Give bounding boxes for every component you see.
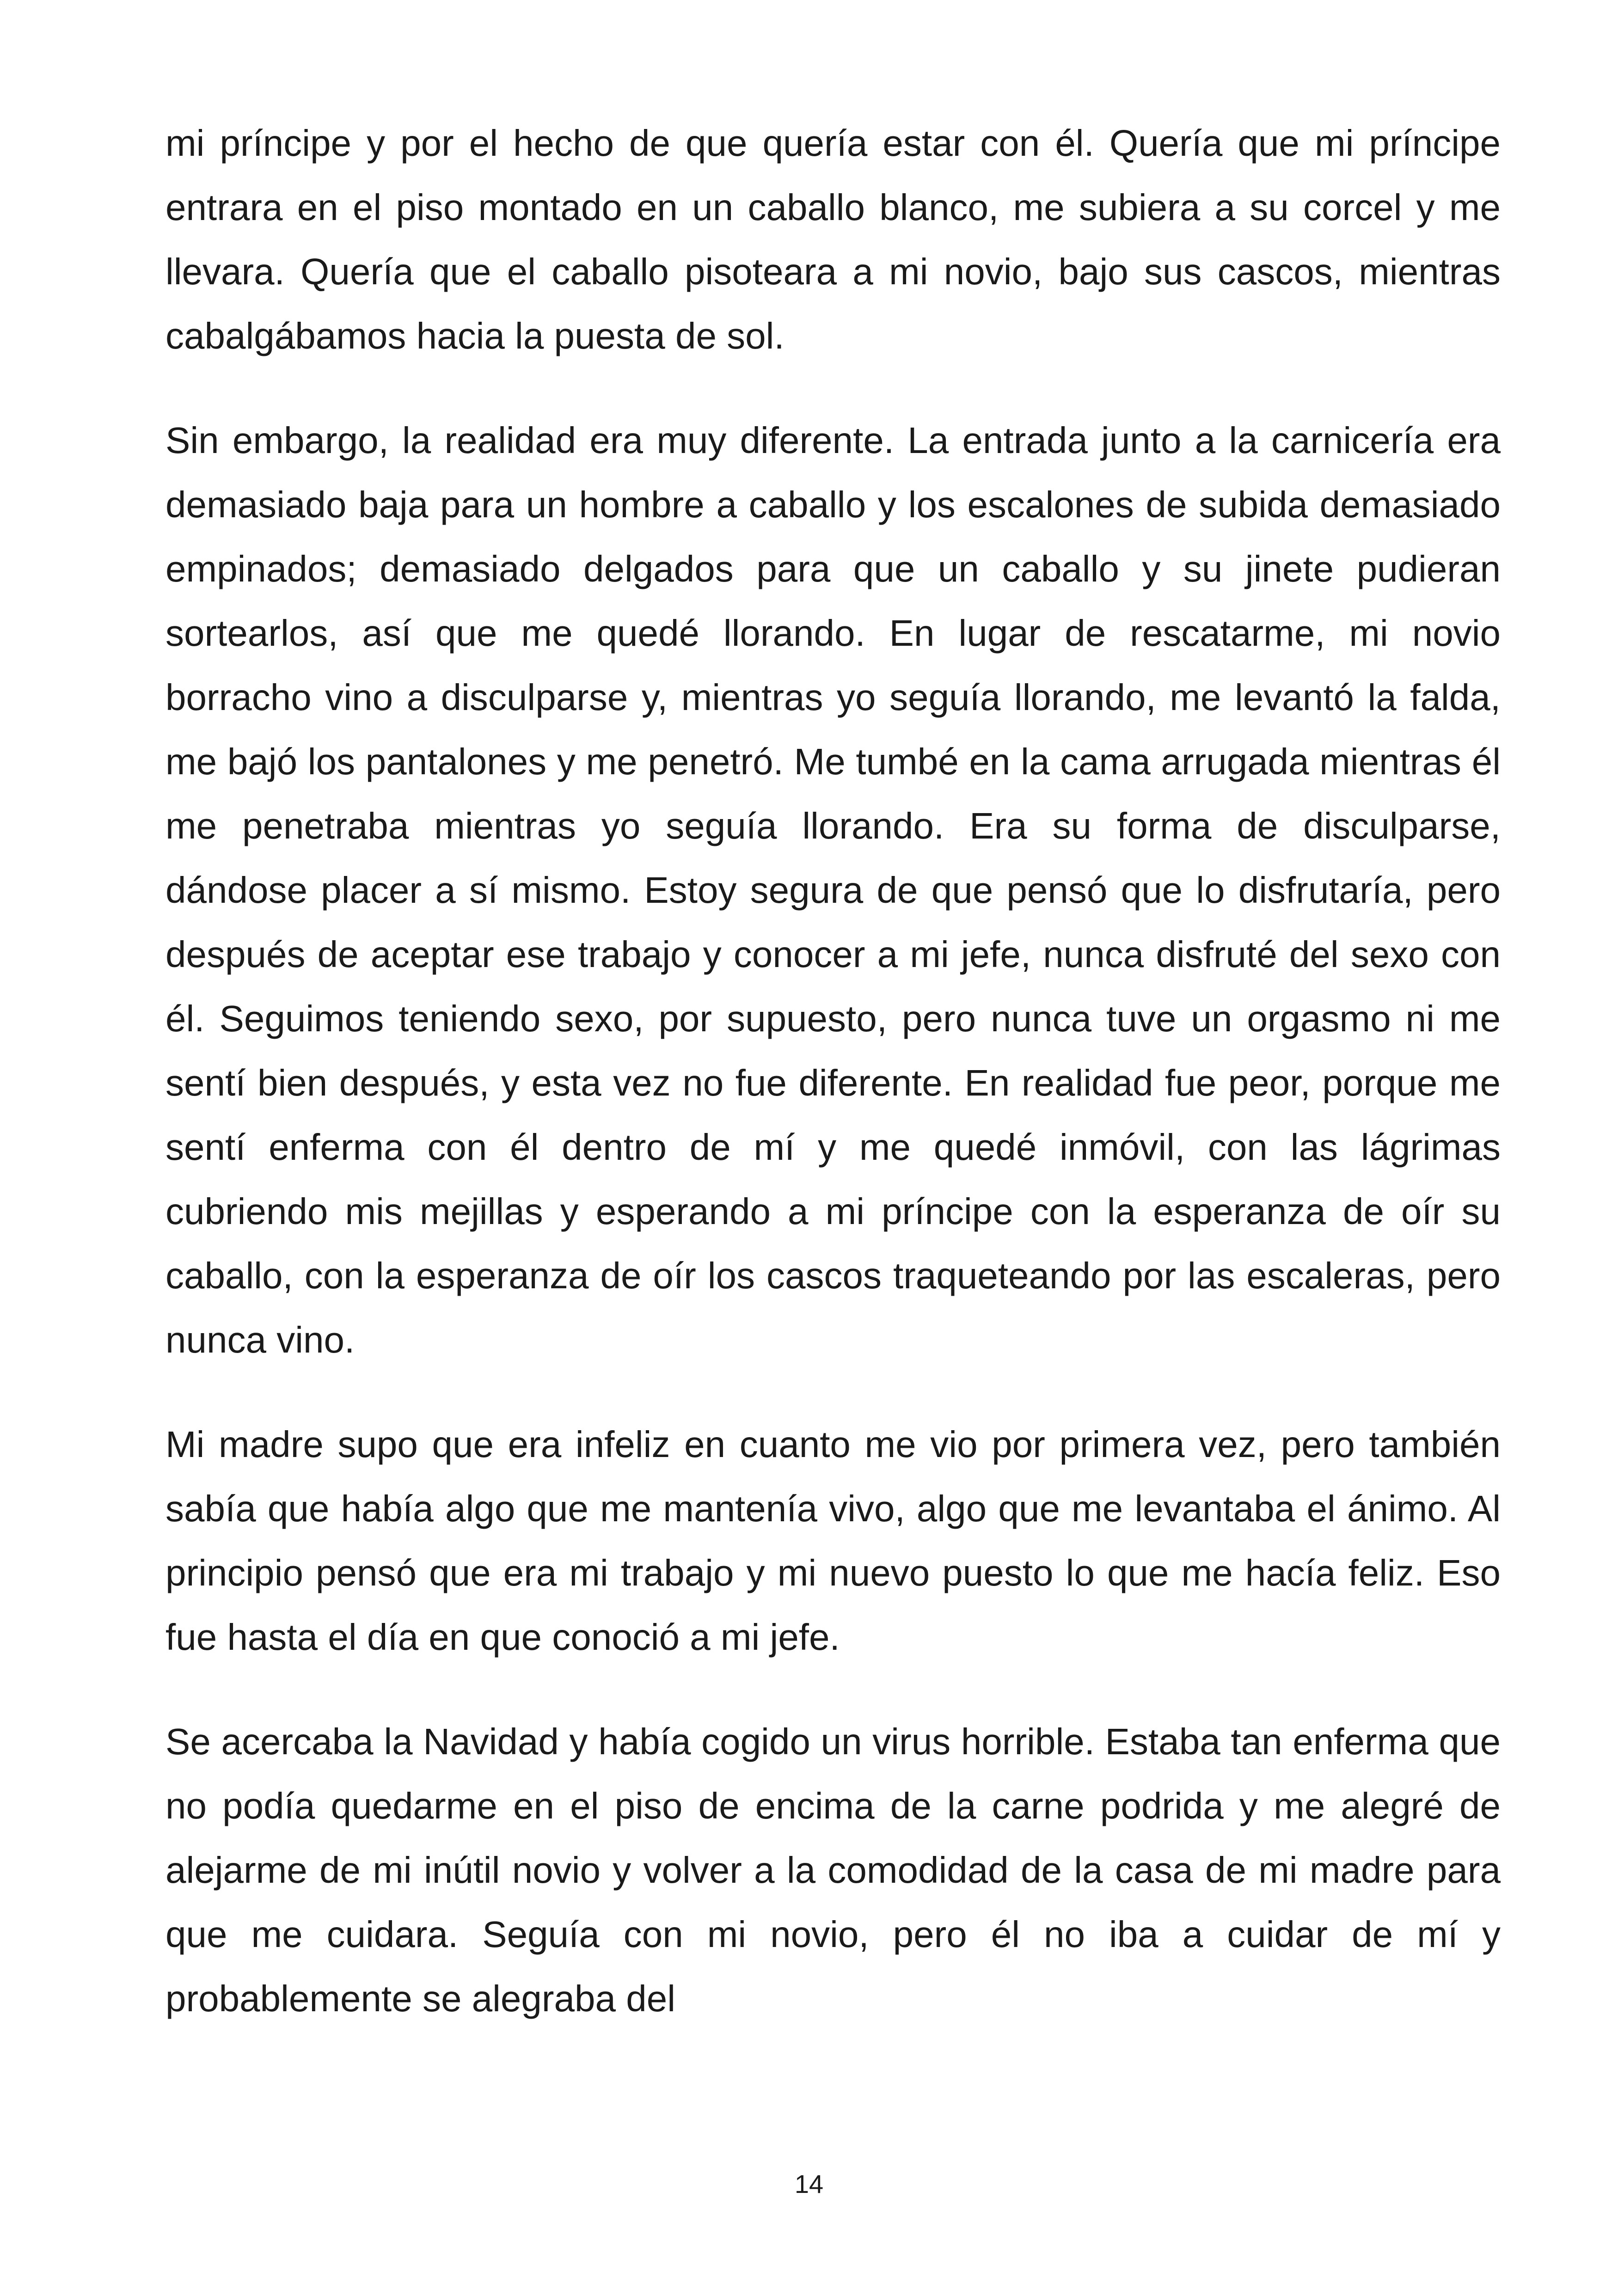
paragraph-3: Mi madre supo que era infeliz en cuanto me vio por primera vez, pero también sabía que había algo que me mantenía vivo, algo que me levantaba el ánimo. Al principio pensó que era mi trabajo y mi nuevo puesto lo que me hacía feliz. Eso fue hasta el día en que conoció a mi jefe.	[165, 1424, 1501, 1658]
body-text	[165, 111, 1501, 2031]
paragraph-4: Se acercaba la Navidad y había cogido un virus horrible. Estaba tan enferma que no podía quedarme en el piso de encima de la carne podrida y me alegré de alejarme de mi inútil novio y volver a la comodidad de la casa de mi madre para que me cuidara. Seguía con mi novio, pero él no iba a cuidar de mí y probablemente se alegraba del	[165, 1721, 1501, 2019]
paragraph-2: Sin embargo, la realidad era muy diferente. La entrada junto a la carnicería era demasiado baja para un hombre a caballo y los escalones de subida demasiado empinados; demasiado delgados para que un caballo y su jinete pudieran sortearlos, así que me quedé llorando. En lugar de rescatarme, mi novio borracho vino a disculparse y, mientras yo seguía llorando, me levantó la falda, me bajó los pantalones y me penetró. Me tumbé en la cama arrugada mientras él me penetraba mientras yo seguía llorando. Era su forma de disculparse, dándose placer a sí mismo. Estoy segura de que pensó que lo disfrutaría, pero después de aceptar ese trabajo y conocer a mi jefe, nunca disfruté del sexo con él. Seguimos teniendo sexo, por supuesto, pero nunca tuve un orgasmo ni me sentí bien después, y esta vez no fue diferente. En realidad fue peor, porque me sentí enferma con él dentro de mí y me quedé inmóvil, con las lágrimas cubriendo mis mejillas y esperando a mi príncipe con la esperanza de oír su caballo, con la esperanza de oír los cascos traqueteando por las escaleras, pero nunca vino.	[165, 420, 1501, 1360]
page-number: 14	[794, 2169, 824, 2198]
paragraph-1: mi príncipe y por el hecho de que quería estar con él. Quería que mi príncipe entrara en el piso montado en un caballo blanco, me subiera a su corcel y me llevara. Quería que el caballo pisoteara a mi novio, bajo sus cascos, mientras cabalgábamos hacia la puesta de sol.	[165, 122, 1501, 356]
